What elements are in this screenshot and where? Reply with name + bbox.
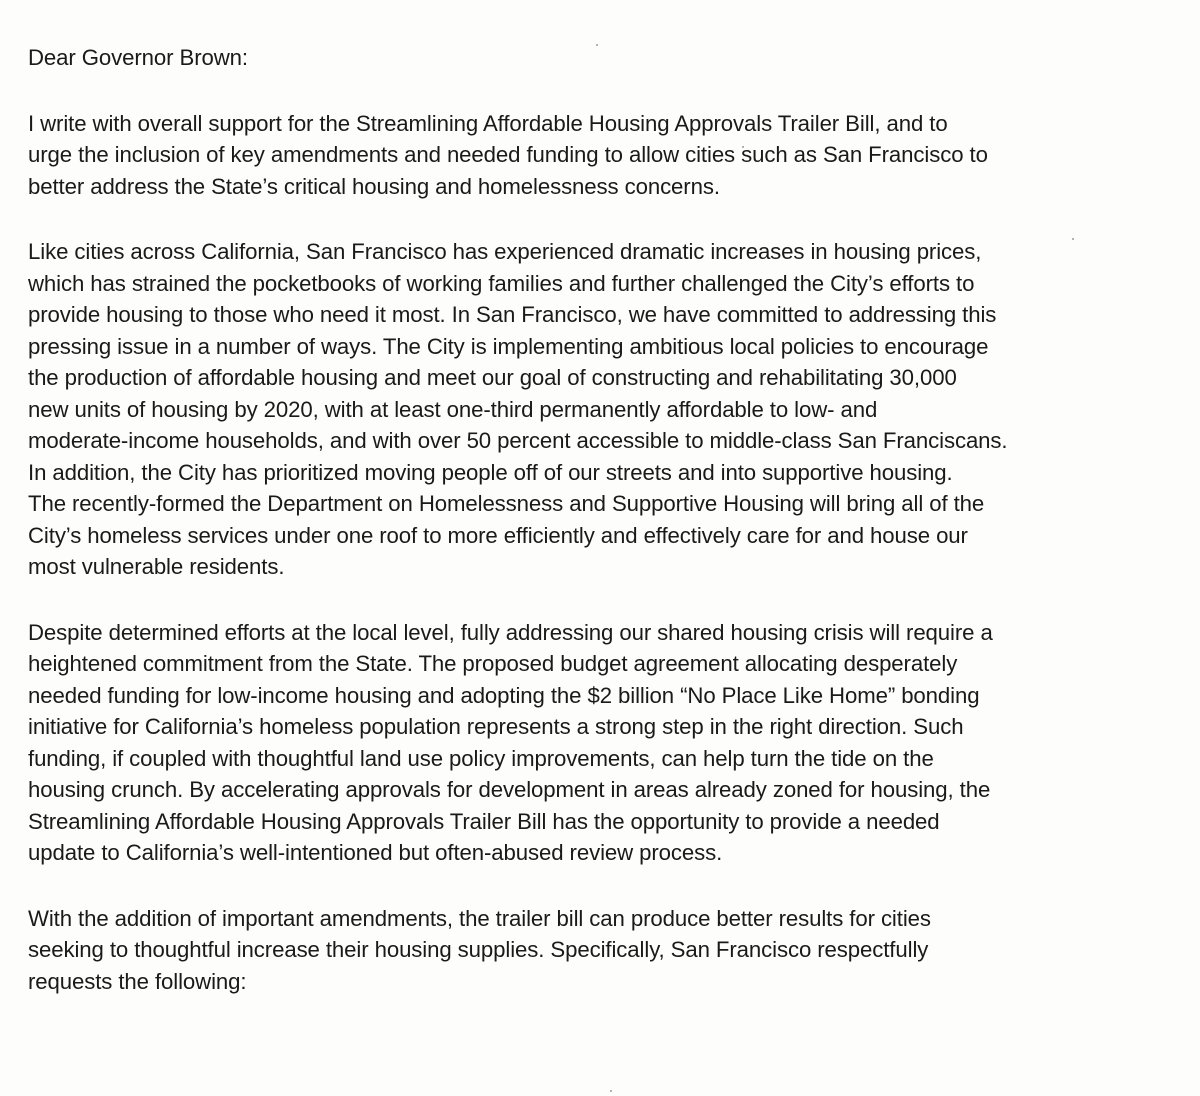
paragraph-line: which has strained the pocketbooks of working families and further challenged the City’s efforts to <box>28 270 975 296</box>
paragraph-line: I write with overall support for the Streamlining Affordable Housing Approvals Trailer Bill, and to <box>28 110 948 136</box>
paragraph-line: Like cities across California, San Francisco has experienced dramatic increases in housing prices, <box>28 239 982 264</box>
paragraph-line: new units of housing by 2020, with at least one-third permanently affordable to low- and <box>28 396 878 422</box>
paragraph-line: pressing issue in a number of ways. The City is implementing ambitious local policies to encourage <box>28 333 989 359</box>
paragraph-line: Streamlining Affordable Housing Approvals Trailer Bill has the opportunity to provide a needed <box>28 808 940 834</box>
paragraph-line: Despite determined efforts at the local level, fully addressing our shared housing crisis will require a <box>28 619 993 645</box>
paragraph-line: housing crunch. By accelerating approvals for development in areas already zoned for housing, the <box>28 777 991 802</box>
paragraph-line: requests the following: <box>28 968 247 994</box>
scan-speck <box>610 1090 612 1092</box>
paragraph-line: update to California’s well-intentioned but often-abused review process. <box>28 840 723 865</box>
salutation: Dear Governor Brown: <box>28 45 248 70</box>
paragraph-line: moderate-income households, and with over 50 percent accessible to middle-class San Franciscans. <box>28 428 1008 453</box>
paragraph-line: City’s homeless services under one roof to more efficiently and effectively care for and house our <box>28 522 968 548</box>
paragraph-line: The recently-formed the Department on Homelessness and Supportive Housing will bring all of the <box>28 491 985 516</box>
paragraph-line: most vulnerable residents. <box>28 554 285 579</box>
paragraph-line: With the addition of important amendments, the trailer bill can produce better results for cities <box>28 905 931 931</box>
paragraph-support <box>28 108 1188 203</box>
paragraph-amendments <box>28 903 1188 998</box>
paragraph-line: In addition, the City has prioritized moving people off of our streets and into supportive housing. <box>28 459 953 485</box>
paragraph-state-commitment <box>28 617 1188 869</box>
letter-body <box>28 42 1188 1031</box>
paragraph-line: needed funding for low-income housing and adopting the $2 billion “No Place Like Home” bonding <box>28 682 980 708</box>
paragraph-line: urge the inclusion of key amendments and needed funding to allow cities such as San Francisco to <box>28 142 988 167</box>
paragraph-line: funding, if coupled with thoughtful land use policy improvements, can help turn the tide on the <box>28 745 934 771</box>
paragraph-local-efforts <box>28 236 1188 583</box>
paragraph-line: initiative for California’s homeless population represents a strong step in the right direction. Such <box>28 714 964 739</box>
paragraph-line: better address the State’s critical housing and homelessness concerns. <box>28 173 720 199</box>
paragraph-line: seeking to thoughtful increase their housing supplies. Specifically, San Francisco respectfully <box>28 937 929 962</box>
paragraph-line: the production of affordable housing and meet our goal of constructing and rehabilitating 30,000 <box>28 365 957 390</box>
paragraph-line: provide housing to those who need it most. In San Francisco, we have committed to addressing this <box>28 302 997 327</box>
paragraph-line: heightened commitment from the State. The proposed budget agreement allocating desperately <box>28 651 958 676</box>
